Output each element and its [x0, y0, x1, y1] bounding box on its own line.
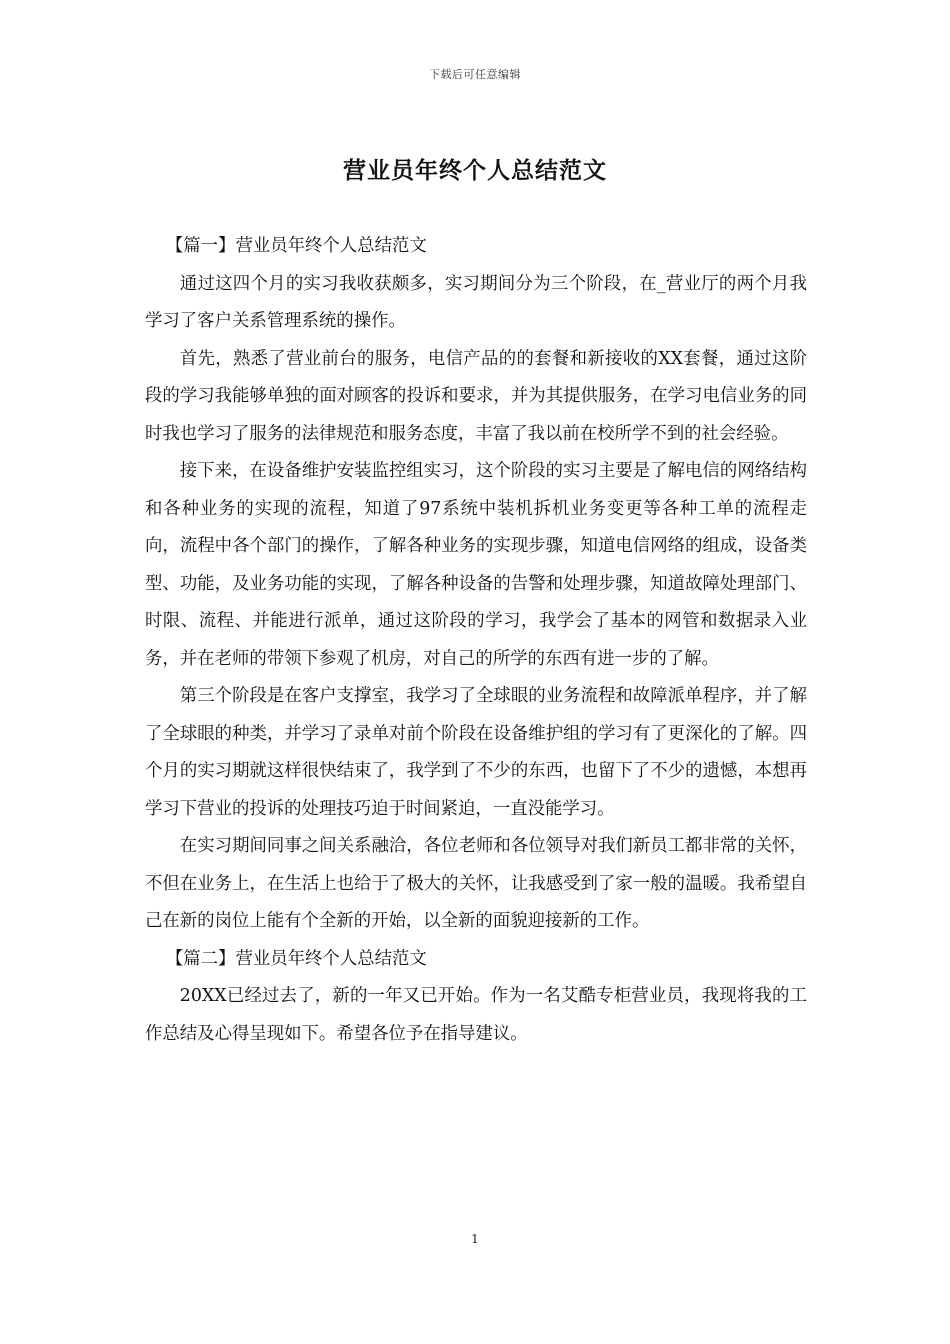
document-title: 营业员年终个人总结范文 — [343, 157, 607, 184]
section-heading-1: 【篇一】营业员年终个人总结范文 — [165, 236, 427, 256]
page-number: 1 — [471, 1232, 479, 1246]
paragraph: 第三个阶段是在客户支撑室，我学习了全球眼的业务流程和故障派单程序，并了解了全球眼的种类，并学习了录单对前个阶段在设备维护组的学习有了更深化的了解。四个月的实习期就这样很快结束了，我学到了不少的东西，也留下了不少的遗憾，本想再学习下营业的投诉的处理技巧迫于时间紧迫，一直没能学习。 — [145, 686, 807, 819]
paragraph: 首先，熟悉了营业前台的服务，电信产品的的套餐和新接收的XX套餐，通过这阶段的学习我能够单独的面对顾客的投诉和要求，并为其提供服务，在学习电信业务的同时我也学习了服务的法律规范和服务态度，丰富了我以前在校所学不到的社会经验。 — [145, 348, 807, 444]
paragraph: 在实习期间同事之间关系融洽，各位老师和各位领导对我们新员工都非常的关怀，不但在业务上，在生活上也给于了极大的关怀，让我感受到了家一般的温暖。我希望自己在新的岗位上能有个全新的开始，以全新的面貌迎接新的工作。 — [145, 836, 807, 931]
header-note: 下载后可任意编辑 — [429, 68, 521, 81]
paragraph: 20XX已经过去了，新的一年又已开始。作为一名艾酷专柜营业员，我现将我的工作总结及心得呈现如下。希望各位予在指导建议。 — [145, 986, 807, 1044]
paragraph: 接下来，在设备维护安装监控组实习，这个阶段的实习主要是了解电信的网络结构和各种业务的实现的流程，知道了97系统中装机拆机业务变更等各种工单的流程走向，流程中各个部门的操作，了解各种业务的实现步骤，知道电信网络的组成，设备类型、功能，及业务功能的实现，了解各种设备的告警和处理步骤，知道故障处理部门、时限、流程、并能进行派单，通过这阶段的学习，我学会了基本的网管和数据录入业务，并在老师的带领下参观了机房，对自己的所学的东西有进一步的了解。 — [145, 461, 807, 669]
paragraph: 通过这四个月的实习我收获颇多，实习期间分为三个阶段，在_营业厅的两个月我学习了客户关系管理系统的操作。 — [145, 273, 807, 331]
document-body — [145, 228, 807, 1053]
section-heading-2: 【篇二】营业员年终个人总结范文 — [165, 948, 427, 969]
